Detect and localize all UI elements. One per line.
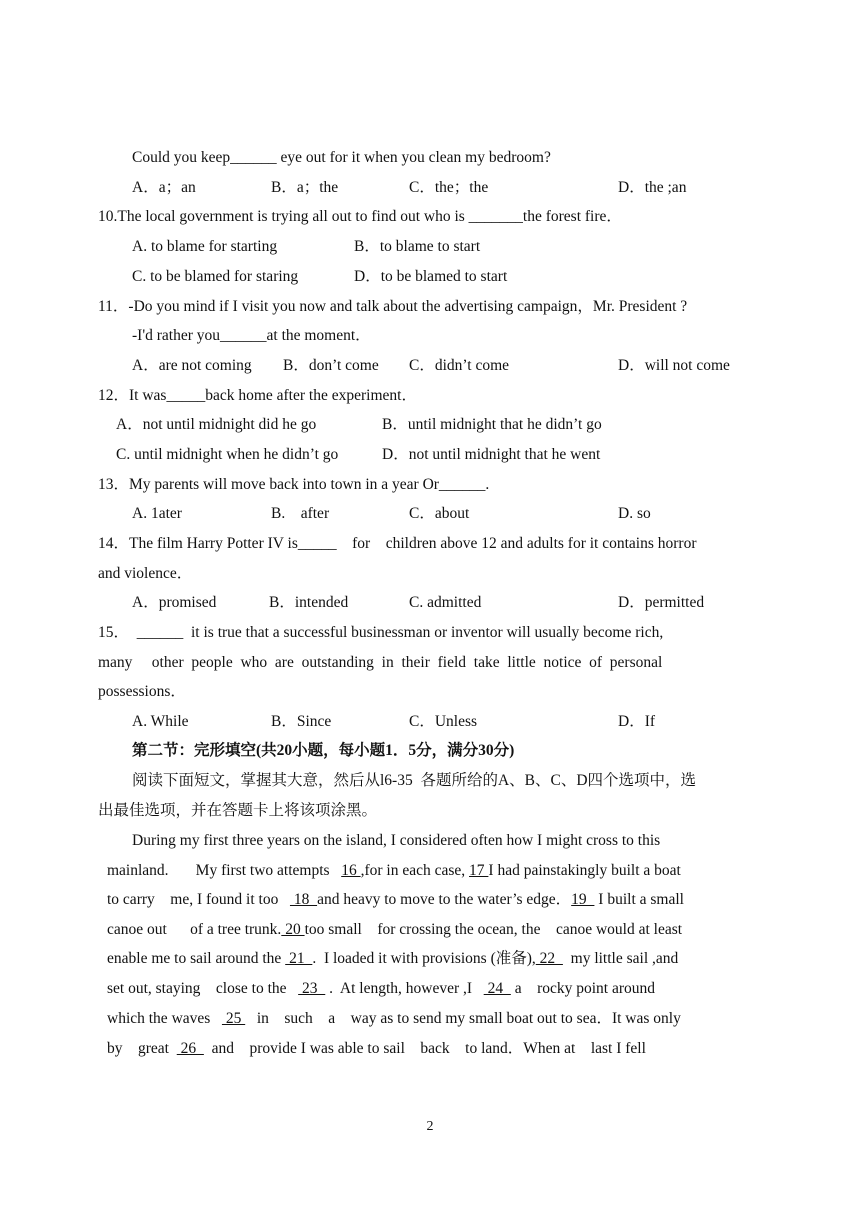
q15-stem-end: possessions． [98, 683, 186, 700]
passage-line-8: by great 26 and provide I was able to sail back to land．When at last I fell [107, 1040, 646, 1057]
q12-stem: 12．It was_____back home after the experiment． [98, 387, 417, 404]
section-instructions: 阅读下面短文，掌握其大意，然后从l6-35 各题所给的A、B、C、D四个选项中，选 [132, 772, 697, 789]
blank-25: 25 [221, 1010, 246, 1027]
q14-stem: 14．The film Harry Potter IV is_____ for children above 12 and adults for it contains horror [98, 535, 697, 552]
section-instructions-cont: 出最佳选项，并在答题卡上将该项涂黑。 [98, 802, 378, 819]
q15-option-c: C．Unless [409, 713, 478, 730]
passage-line-1: During my first three years on the island, I considered often how I might cross to this [132, 832, 661, 849]
q13-option-c: C．about [409, 505, 470, 522]
q15-option-b: B．Since [271, 713, 332, 730]
q15-option-a: A. While [132, 713, 189, 730]
q9-option-d: D．the ;an [618, 179, 687, 196]
blank-16: 16 [341, 862, 361, 879]
q11-option-d: D．will not come [618, 357, 730, 374]
blank-26: 26 [176, 1040, 204, 1057]
q11-response: -I'd rather you______at the moment． [132, 327, 371, 344]
blank-18: 18 [289, 891, 318, 908]
q12-option-a: A．not until midnight did he go [116, 416, 317, 433]
q9-option-c: C．the；the [409, 179, 489, 196]
q14-option-c: C. admitted [409, 594, 482, 611]
q9-option-a: A．a；an [132, 179, 196, 196]
q9-option-b: B．a；the [271, 179, 339, 196]
page-number: 2 [426, 1119, 434, 1134]
passage-line-7: which the waves 25 in such a way as to send my small boat out to sea．It was only [107, 1010, 681, 1027]
q10-stem: 10.The local government is trying all out to find out who is _______the forest fire． [98, 208, 622, 225]
q12-option-c: C. until midnight when he didn’t go [116, 446, 339, 463]
passage-line-3: to carry me, I found it too 18 and heavy to move to the water’s edge．19 I built a small [107, 891, 684, 908]
blank-20: 20 [281, 921, 305, 938]
q13-option-b: B. after [271, 505, 330, 522]
q10-option-c: C. to be blamed for staring [132, 268, 299, 285]
passage-line-4: canoe out of a tree trunk. 20 too small for crossing the ocean, the canoe would at least [107, 921, 683, 938]
passage-line-5: enable me to sail around the 21 . I loaded it with provisions (准备), 22 my little sail ,and [107, 950, 679, 967]
blank-19: 19 [571, 891, 595, 908]
blank-21: 21 [285, 950, 313, 967]
blank-17: 17 [469, 862, 489, 879]
q15-option-d: D．If [618, 713, 656, 730]
q14-option-b: B．intended [269, 594, 349, 611]
q14-option-a: A．promised [132, 594, 217, 611]
blank-22: 22 [535, 950, 563, 967]
q13-option-a: A. 1ater [132, 505, 182, 522]
q10-option-d: D．to be blamed to start [354, 268, 508, 285]
blank-23: 23 [298, 980, 326, 997]
q11-option-b: B．don’t come [283, 357, 379, 374]
passage-line-2: mainland. My first two attempts 16 ,for in each case, 17 I had painstakingly built a boat [107, 862, 681, 879]
q13-option-d: D. so [618, 505, 651, 522]
passage-line-6: set out, staying close to the 23 . At length, however ,I 24 a rocky point around [107, 980, 656, 997]
q12-option-d: D．not until midnight that he went [382, 446, 601, 463]
q14-option-d: D．permitted [618, 594, 705, 611]
section-heading: 第二节：完形填空(共20小题，每小题1．5分，满分30分) [132, 742, 515, 759]
q10-option-b: B．to blame to start [354, 238, 481, 255]
q10-option-a: A. to blame for starting [132, 238, 278, 255]
q9-stem: Could you keep______ eye out for it when you clean my bedroom? [132, 149, 551, 166]
q15-stem-cont: many other people who are outstanding in their field take little notice of personal [98, 654, 663, 671]
q12-option-b: B．until midnight that he didn’t go [382, 416, 602, 433]
q15-stem: 15． ______ it is true that a successful businessman or inventor will usually become rich, [98, 624, 664, 641]
q11-option-c: C．didn’t come [409, 357, 510, 374]
blank-24: 24 [483, 980, 511, 997]
q13-stem: 13．My parents will move back into town in a year Or______. [98, 476, 490, 493]
q14-stem-cont: and violence． [98, 565, 193, 582]
q11-stem: 11．-Do you mind if I visit you now and talk about the advertising campaign，Mr. President ? [98, 298, 688, 315]
q11-option-a: A．are not coming [132, 357, 252, 374]
